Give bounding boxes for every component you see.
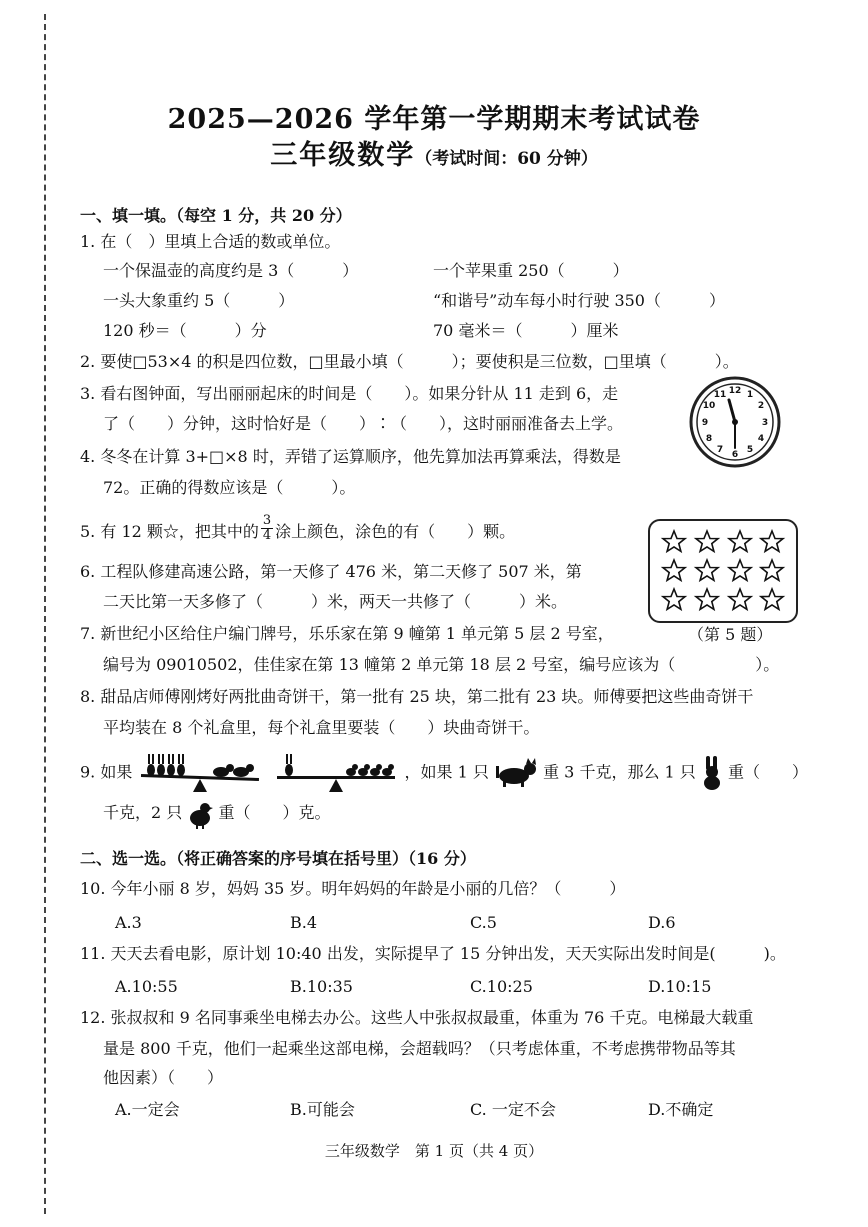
q9-mid1: ，如果 1 只 (404, 762, 489, 782)
q3-line1: 3. 看右图钟面，写出丽丽起床的时间是（ ）。如果分针从 11 走到 6，走 (80, 384, 619, 403)
q8-line2: 平均装在 8 个礼盒里，每个礼盒里要装（ ）块曲奇饼干。 (103, 718, 540, 737)
q12-line1: 12. 张叔叔和 9 名同事乘坐电梯去办公。这些人中张叔叔最重，体重为 76 千克。电梯最大载重 (80, 1008, 754, 1027)
chick-icon (187, 799, 213, 829)
q7-line2: 编号为 09010502，佳佳家在第 13 幢第 2 单元第 18 层 2 号室，编号应该为（ ）。 (103, 655, 780, 674)
svg-text:7: 7 (716, 445, 724, 455)
q5-fraction (261, 514, 273, 543)
svg-text:10: 10 (702, 401, 716, 411)
cat-icon (494, 758, 538, 788)
q12-line2: 量是 800 千克，他们一起乘坐这部电梯，会超载吗？（只考虑体重，不考虑携带物品等其 (103, 1039, 736, 1058)
svg-text:9: 9 (701, 418, 709, 428)
q10-option-d: D.6 (648, 913, 676, 932)
q9-line2b: 重（ ）克。 (218, 803, 331, 822)
q9-line2a: 千克，2 只 (103, 803, 183, 822)
q9-pre: 9. 如果 (80, 762, 133, 782)
exam-title: 2025—2026 学年第一学期期末考试试卷 (167, 104, 701, 135)
rabbit-icon (701, 756, 723, 790)
q1-e: 120 秒＝（ ）分 (103, 321, 267, 340)
star-grid-icon (650, 521, 796, 621)
section1-heading: 一、填一填。（每空 1 分，共 20 分） (80, 206, 352, 225)
q12-option-d: D.不确定 (648, 1100, 714, 1119)
q5-denominator: 4 (262, 528, 272, 543)
q11-option-d: D.10:15 (648, 977, 712, 996)
q11-option-c: C.10:25 (470, 977, 533, 996)
q1-stem: 1. 在（ ）里填上合适的数或单位。 (80, 232, 341, 251)
svg-text:1: 1 (746, 390, 754, 400)
page-footer: 三年级数学 第 1 页（共 4 页） (324, 1142, 544, 1160)
q9-end1: 重（ ） (728, 762, 809, 782)
svg-text:5: 5 (746, 445, 754, 455)
q2: 2. 要使□53×4 的积是四位数，□里最小填（ ）；要使积是三位数，□里填（ ）。 (80, 352, 739, 371)
svg-text:11: 11 (713, 390, 727, 400)
q10-option-a: A.3 (115, 913, 142, 932)
q11-option-a: A.10:55 (115, 977, 178, 996)
q1-c: 一头大象重约 5（ ） (103, 291, 295, 310)
q7-line1: 7. 新世纪小区给住户编门牌号，乐乐家在第 9 幢第 1 单元第 5 层 2 号室， (80, 624, 614, 643)
q12-option-c: C. 一定不会 (470, 1100, 556, 1119)
q5-post: 涂上颜色，涂色的有（ ）颗。 (275, 522, 516, 541)
subject-label: 三年级数学 (270, 140, 416, 171)
q1-f: 70 毫米＝（ ）厘米 (433, 321, 619, 340)
q11-option-b: B.10:35 (290, 977, 353, 996)
q10-option-b: B.4 (290, 913, 318, 932)
q3-line2: 了（ ）分钟，这时恰好是（ ）∶（ ），这时丽丽准备去上学。 (103, 414, 624, 433)
q5-numerator: 3 (262, 513, 272, 528)
svg-text:8: 8 (705, 434, 713, 444)
q1-a: 一个保温壶的高度约是 3（ ） (103, 261, 359, 280)
svg-text:2: 2 (757, 401, 765, 411)
q10-stem: 10. 今年小丽 8 岁，妈妈 35 岁。明年妈妈的年龄是小丽的几倍？（ ） (80, 879, 626, 898)
q12-option-a: A.一定会 (115, 1100, 180, 1119)
q9-mid2: 重 3 千克，那么 1 只 (543, 762, 696, 782)
binding-dashed-line (44, 14, 46, 1214)
q6-line1: 6. 工程队修建高速公路，第一天修了 476 米，第二天修了 507 米，第 (80, 562, 582, 581)
q5 (80, 513, 516, 547)
stars-box-image (648, 519, 798, 623)
q12-option-b: B.可能会 (290, 1100, 355, 1119)
svg-text:3: 3 (761, 418, 769, 428)
q10-option-c: C.5 (470, 913, 497, 932)
q9-line1 (80, 752, 808, 792)
q11-stem: 11. 天天去看电影，原计划 10:40 出发，实际提早了 15 分钟出发，天天实际出发时间是( )。 (80, 944, 786, 963)
q12-line3: 他因素）（ ） (103, 1068, 224, 1087)
exam-time-note: （考试时间：60 分钟） (415, 149, 598, 169)
balance-scales-icon (137, 752, 399, 794)
q6-line2: 二天比第一天多修了（ ）米，两天一共修了（ ）米。 (103, 592, 568, 611)
svg-text:6: 6 (731, 450, 739, 460)
q5-pre: 5. 有 12 颗☆，把其中的 (80, 522, 259, 541)
svg-text:12: 12 (728, 386, 742, 396)
q4-line2: 72。正确的得数应该是（ ）。 (103, 478, 356, 497)
exam-subtitle (0, 133, 868, 172)
q5-caption: （第 5 题） (688, 625, 773, 644)
q9-line2 (103, 796, 330, 830)
section2-heading: 二、选一选。（将正确答案的序号填在括号里）（16 分） (80, 849, 476, 868)
q1-d: “和谐号”动车每小时行驶 350（ ） (433, 291, 725, 310)
svg-text:4: 4 (757, 434, 765, 444)
q1-b: 一个苹果重 250（ ） (433, 261, 629, 280)
q8-line1: 8. 甜品店师傅刚烤好两批曲奇饼干，第一批有 25 块，第二批有 23 块。师傅要把这些曲奇饼干 (80, 687, 754, 706)
clock-face-image (689, 376, 781, 468)
q4-line1: 4. 冬冬在计算 3+□×8 时，弄错了运算顺序，他先算加法再算乘法，得数是 (80, 447, 621, 466)
